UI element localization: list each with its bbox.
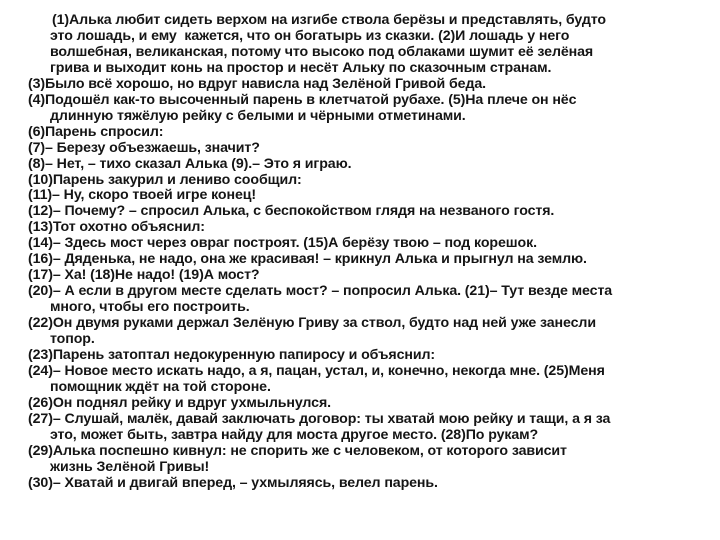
text-line: (7)– Березу объезжаешь, значит?: [28, 139, 260, 156]
paragraph: [28, 348, 702, 364]
paragraph: [28, 220, 702, 236]
text-line: (20)– А если в другом месте сделать мост? – попросил Алька. (21)– Тут везде места: [28, 283, 613, 300]
text-line: (14)– Здесь мост через овраг построят. (15)А берёзу твою – под корешок.: [28, 235, 537, 252]
paragraph: [28, 173, 702, 189]
text-line: длинную тяжёлую рейку с белыми и чёрными отметинами.: [50, 107, 466, 124]
text-line: (3)Было всё хорошо, но вдруг нависла над Зелёной Гривой беда.: [28, 75, 486, 92]
paragraph: [28, 396, 702, 412]
text-line: (26)Он поднял рейку и вдруг ухмыльнулся.: [28, 394, 331, 411]
text-line: (29)Алька поспешно кивнул: не спорить же с человеком, от которого зависит: [28, 442, 567, 459]
text-line: (11)– Ну, скоро твоей игре конец!: [28, 187, 256, 204]
paragraph: [28, 141, 702, 157]
text-line: грива и выходит конь на простор и несёт Альку по сказочным странам.: [50, 59, 552, 76]
paragraph: [28, 284, 702, 316]
paragraph: [28, 412, 702, 444]
text-line: жизнь Зелёной Гривы!: [50, 458, 210, 475]
text-line: (23)Парень затоптал недокуренную папиросу и объяснил:: [28, 347, 435, 364]
paragraph: [28, 188, 702, 204]
paragraph: [28, 364, 702, 396]
paragraph: [28, 444, 702, 476]
text-line: (13)Тот охотно объяснил:: [28, 219, 205, 236]
text-line: (30)– Хватай и двигай вперед, – ухмыляясь, велел парень.: [28, 474, 438, 491]
text-line: (24)– Новое место искать надо, а я, пацан, устал, и, конечно, некогда мне. (25)Меня: [28, 362, 605, 379]
text-line: (4)Подошёл как-то высоченный парень в клетчатой рубахе. (5)На плече он нёс: [28, 91, 577, 108]
paragraph: [28, 252, 702, 268]
text-line: (22)Он двумя руками держал Зелёную Гриву за ствол, будто над ней уже занесли: [28, 315, 596, 332]
text-line: это, может быть, завтра найду для моста другое место. (28)По рукам?: [50, 426, 539, 443]
paragraph: [28, 204, 702, 220]
text-line: (8)– Нет, – тихо сказал Алька (9).– Это я играю.: [28, 155, 352, 172]
paragraph: [28, 77, 702, 93]
paragraph: [28, 236, 702, 252]
text-line: (16)– Дяденька, не надо, она же красивая! – крикнул Алька и прыгнул на землю.: [28, 251, 587, 268]
text-line: (27)– Слушай, малёк, давай заключать договор: ты хватай мою рейку и тащи, а я за: [28, 410, 611, 427]
paragraph: [28, 268, 702, 284]
text-line: (6)Парень спросил:: [28, 123, 164, 140]
paragraph: [28, 476, 702, 492]
text-line: волшебная, великанская, потому что высоко под облаками шумит её зелёная: [50, 43, 594, 60]
paragraph: [28, 157, 702, 173]
text-line: помощник ждёт на той стороне.: [50, 378, 271, 395]
text-line: это лошадь, и ему кажется, что он богатырь из сказки. (2)И лошадь у него: [50, 27, 570, 44]
paragraph: [28, 125, 702, 141]
text-block: [28, 13, 702, 492]
paragraph: [28, 93, 702, 125]
paragraph: [28, 316, 702, 348]
text-line: (1)Алька любит сидеть верхом на изгибе ствола берёзы и представлять, будто: [52, 12, 606, 28]
text-line: (12)– Почему? – спросил Алька, с беспокойством глядя на незваного гостя.: [28, 203, 555, 220]
text-line: много, чтобы его построить.: [50, 299, 250, 316]
text-line: (17)– Ха! (18)Не надо! (19)А мост?: [28, 267, 260, 284]
text-line: топор.: [50, 331, 95, 348]
text-line: (10)Парень закурил и лениво сообщил:: [28, 171, 302, 188]
paragraph: [28, 13, 702, 77]
